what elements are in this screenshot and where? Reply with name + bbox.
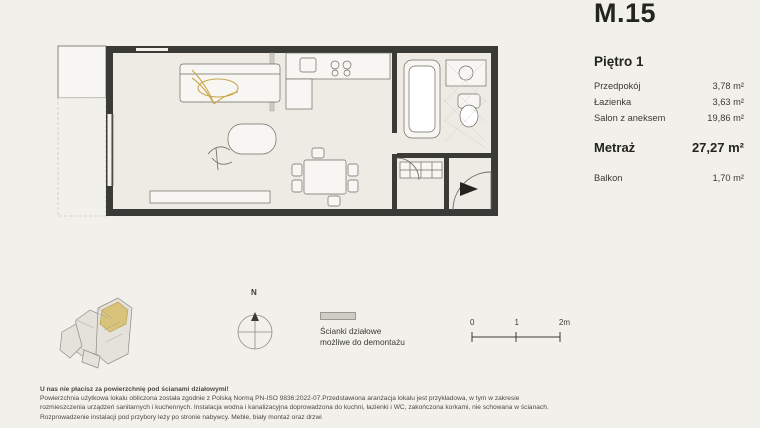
wall-swatch-icon <box>320 312 356 320</box>
room-name: Salon z aneksem <box>594 113 666 123</box>
footnote-lead: U nas nie płacisz za powierzchnię pod ścianami działowymi! <box>40 386 229 393</box>
extra-area: 1,70 m² <box>712 173 744 183</box>
unit-info-panel <box>594 0 760 428</box>
floor-plan-drawing <box>40 36 540 231</box>
balcony-area <box>58 46 106 216</box>
scale-bar <box>470 318 570 348</box>
extras-list <box>594 170 744 186</box>
extra-name: Balkon <box>594 173 623 183</box>
total-area-row <box>594 140 744 155</box>
total-value: 27,27 m² <box>691 140 744 155</box>
legend-row <box>40 288 570 370</box>
room-area: 3,78 m² <box>712 81 744 91</box>
room-name: Przedpokój <box>594 81 641 91</box>
extra-row <box>594 170 744 186</box>
room-name: Łazienka <box>594 97 632 107</box>
floor-label: Piętro 1 <box>594 54 644 69</box>
unit-code: M.15 <box>594 0 657 28</box>
compass-north-label: N <box>251 288 257 297</box>
wall-legend-line2: możliwe do demontażu <box>320 337 405 347</box>
total-label: Metraż <box>594 140 636 155</box>
building-key-map <box>40 290 160 370</box>
room-area: 19,86 m² <box>707 113 744 123</box>
compass <box>220 290 290 360</box>
entry-closet <box>400 162 442 178</box>
room-area: 3,63 m² <box>712 97 744 107</box>
room-list <box>594 78 744 126</box>
wall-legend-line1: Ścianki działowe <box>320 326 382 336</box>
room-row <box>594 110 744 126</box>
scale-tick-2: 2m <box>558 318 570 327</box>
footnote-block <box>40 385 560 422</box>
footnote-body: Powierzchnia użytkowa lokalu obliczona została zgodnie z Polską Normą PN-ISO 9836:2022-07.Przedstawiona aranżacja lokalu jest przykładowa, w tym w zakresie rozmieszczenia urządzeń sanitarnych i kuchennych. Instalacja wodna i kanalizacyjna doprowadzona do kuchni, łazienki i WC, zakończona korkami, nie schowana w ścianach. Rozprowadzenie instalacji pod przybory leży po stronie nabywcy. Meble, biały montaż oraz drzwi <box>40 395 549 421</box>
scale-tick-0: 0 <box>470 318 475 327</box>
room-row <box>594 78 744 94</box>
scale-tick-1: 1 <box>514 318 519 327</box>
room-row <box>594 94 744 110</box>
removable-wall-legend <box>320 312 460 348</box>
